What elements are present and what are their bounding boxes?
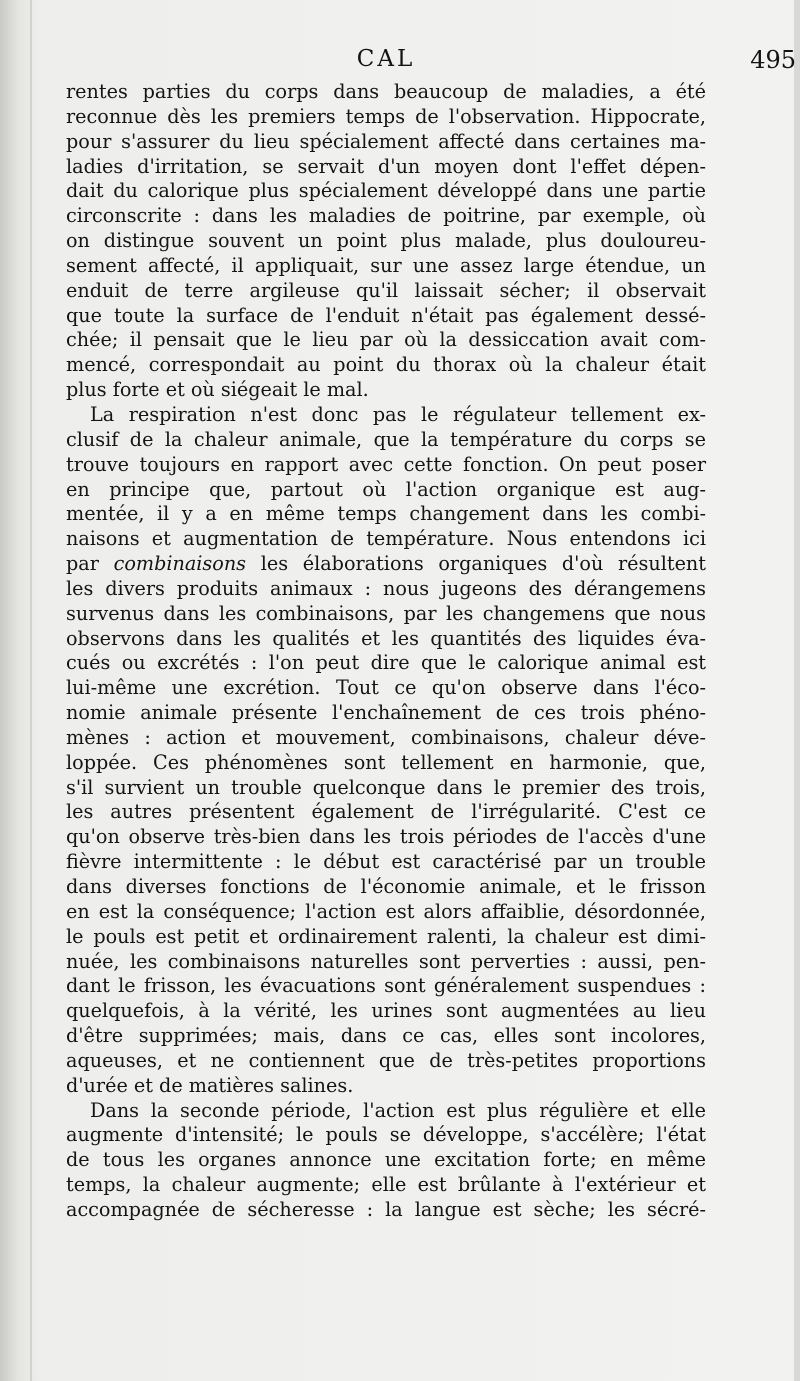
text-line: les autres présentent également de l'irrégularité. C'est ce	[66, 800, 706, 824]
text-line: ladies d'irritation, se servait d'un moyen dont l'effet dépen-	[66, 154, 706, 178]
paragraph-3	[66, 1099, 706, 1223]
text-line: La respiration n'est donc pas le régulateur tellement ex-	[90, 402, 706, 426]
text-line: accompagnée de sécheresse : la langue est sèche; les sécré-	[66, 1197, 706, 1221]
text-line: quelquefois, à la vérité, les urines sont augmentées au lieu	[66, 999, 706, 1023]
text-line: chée; il pensait que le lieu par où la dessiccation avait com-	[66, 328, 706, 352]
text-line: sement affecté, il appliquait, sur une assez large étendue, un	[66, 253, 706, 277]
text-line: d'urée et de matières salines.	[66, 1073, 354, 1097]
text-line: on distingue souvent un point plus malade, plus douloureu-	[66, 229, 706, 253]
text-line: reconnue dès les premiers temps de l'observation. Hippocrate,	[66, 104, 706, 128]
text-line: rentes parties du corps dans beaucoup de maladies, a été	[66, 80, 706, 103]
text-line: dant le frisson, les évacuations sont généralement suspendues :	[66, 974, 706, 998]
text-line: de tous les organes annonce une excitation forte; en même	[66, 1148, 706, 1172]
text-line: augmente d'intensité; le pouls se développe, s'accélère; l'état	[66, 1123, 706, 1147]
text-line: dans diverses fonctions de l'économie animale, et le frisson	[66, 875, 706, 898]
text-line: loppée. Ces phénomènes sont tellement en harmonie, que,	[66, 750, 706, 774]
paragraph-2	[66, 403, 706, 1099]
text-line: nomie animale présente l'enchaînement de ces trois phéno-	[66, 701, 706, 725]
text-line: Dans la seconde période, l'action est plus régulière et elle	[90, 1098, 706, 1122]
text-line: en est la conséquence; l'action est alors affaiblie, désordonnée,	[66, 899, 706, 923]
page-number: 495	[750, 46, 796, 74]
text-line: temps, la chaleur augmente; elle est brûlante à l'extérieur et	[66, 1173, 706, 1197]
text-line: fièvre intermittente : le début est caractérisé par un trouble	[66, 850, 706, 874]
text-line: naisons et augmentation de température. Nous entendons ici	[66, 527, 706, 551]
text-line: lui-même une excrétion. Tout ce qu'on observe dans l'éco-	[66, 676, 706, 700]
text-line: que toute la surface de l'enduit n'était pas également dessé-	[66, 303, 706, 327]
text-line: qu'on observe très-bien dans les trois périodes de l'accès d'une	[66, 825, 706, 849]
text-line-with-italic	[66, 552, 706, 577]
text-line: aqueuses, et ne contiennent que de très-petites proportions	[66, 1048, 706, 1072]
text-line: circonscrite : dans les maladies de poitrine, par exemple, où	[66, 204, 706, 228]
text-line: d'être supprimées; mais, dans ce cas, elles sont incolores,	[66, 1024, 706, 1048]
text-run: par	[66, 552, 114, 576]
body-text	[66, 80, 706, 1223]
text-line: le pouls est petit et ordinairement ralenti, la chaleur est dimi-	[66, 924, 706, 948]
text-line: s'il survient un trouble quelconque dans le premier des trois,	[66, 775, 706, 799]
running-title: CAL	[356, 46, 416, 72]
italic-term: combinaisons	[113, 552, 247, 576]
text-line: cués ou excrétés : l'on peut dire que le calorique animal est	[66, 651, 706, 675]
text-line: mentée, il y a en même temps changement dans les combi-	[66, 502, 706, 526]
text-line: mènes : action et mouvement, combinaisons, chaleur déve-	[66, 725, 706, 749]
text-line: en principe que, partout où l'action organique est aug-	[66, 477, 706, 501]
text-line: nuée, les combinaisons naturelles sont perverties : aussi, pen-	[66, 949, 706, 973]
page-edge	[794, 0, 800, 1381]
text-line: dait du calorique plus spécialement développé dans une partie	[66, 179, 706, 203]
text-line: enduit de terre argileuse qu'il laissait sécher; il observait	[66, 278, 706, 302]
binding-gutter	[30, 0, 32, 1381]
running-header	[64, 42, 796, 78]
text-line: mencé, correspondait au point du thorax où la chaleur était	[66, 353, 706, 377]
text-line: observons dans les qualités et les quantités des liquides éva-	[66, 626, 706, 650]
text-line: clusif de la chaleur animale, que la température du corps se	[66, 427, 706, 451]
text-line: survenus dans les combinaisons, par les changemens que nous	[66, 601, 706, 625]
text-run: les élaborations organiques d'où résultent	[246, 552, 706, 576]
paragraph-1	[66, 80, 706, 403]
text-line: pour s'assurer du lieu spécialement affecté dans certaines ma-	[66, 129, 706, 153]
text-line: les divers produits animaux : nous jugeons des dérangemens	[66, 576, 706, 600]
text-line: trouve toujours en rapport avec cette fonction. On peut poser	[66, 452, 706, 476]
text-line: plus forte et où siégeait le mal.	[66, 378, 369, 402]
